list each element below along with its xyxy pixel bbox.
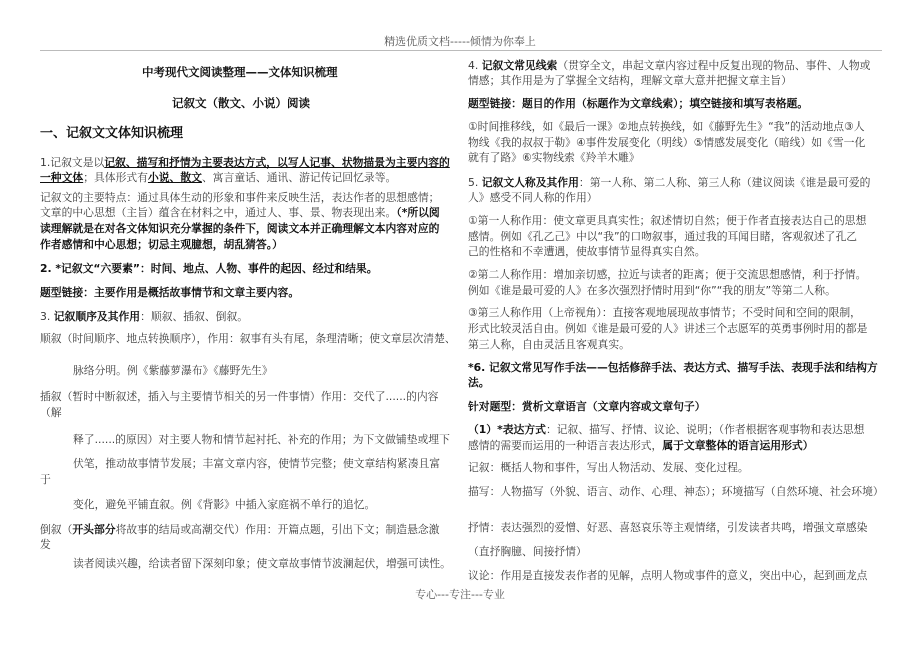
text-segment: 变化，避免平铺直叙。例《背影》中插入家庭祸不单行的追忆。 <box>73 498 376 511</box>
text-line <box>40 310 248 324</box>
text-line <box>468 74 792 88</box>
text-line <box>468 569 867 583</box>
text-line <box>40 538 51 552</box>
text-line <box>468 176 870 190</box>
text-line <box>468 151 640 165</box>
text-segment: 中考现代文阅读整理——文体知识梳理 <box>142 65 338 79</box>
text-segment: 、寓言童话、通讯、游记传记回忆录等。 <box>201 171 397 184</box>
text-segment: 脉络分明。例《紫藤萝瀑布》《藤野先生》 <box>73 364 273 377</box>
text-segment: 记叙顺序及其作用 <box>53 310 141 323</box>
text-segment: ①第一人称作用：使文章更具真实性；叙述情切自然；便于作者直接表达自己的思想 <box>468 214 867 227</box>
text-line <box>40 286 299 300</box>
text-line <box>40 206 440 220</box>
text-segment: 情感；其作用是为了掌握全文结构，理解文章大意并把握文章主旨） <box>468 74 792 87</box>
text-line <box>73 498 375 512</box>
text-segment: 读理解就是在对各文体知识充分掌握的条件下，阅读文本并正确理解文本内容对应的 <box>40 222 440 235</box>
text-segment: 插叙（暂时中断叙述，插入与主要情节相关的另一件事情）作用：交代了......的内容 <box>40 390 439 403</box>
text-segment: 描写：人物描写（外貌、语言、动作、心理、神态）；环境描写（自然环境、社会环境） <box>468 485 884 498</box>
text-segment: （解 <box>40 406 62 419</box>
text-line <box>40 473 51 487</box>
text-line <box>468 439 814 453</box>
text-segment: 释了......的原因）对主要人物和情节起衬托、补充的作用；为下文做铺垫或埋下 <box>73 433 450 446</box>
text-line <box>40 523 439 537</box>
text-line <box>73 433 450 447</box>
text-segment: 文章的中心思想（主旨）蕴含在材料之中，通过人、事、景、物表现出来。 <box>40 206 397 219</box>
text-line <box>468 136 865 150</box>
text-line <box>468 423 864 437</box>
text-line <box>468 461 749 475</box>
text-segment: ：第一人称、第二人称、第三人称（建议阅读《谁是最可爱的 <box>578 176 871 189</box>
text-segment: 物线《我的叔叔于勒》④事件发展变化（明线）⑤情感发展变化（暗线）如《雪一化 <box>468 136 866 149</box>
text-segment: 3. <box>40 310 54 323</box>
text-segment: 己的性格和不幸遭遇，使故事情节显得真实自然。 <box>468 245 706 258</box>
text-segment: ；具体形式有 <box>83 171 148 184</box>
text-segment: 感情。例如《孔乙己》中以“我”的口吻叙事，通过我的耳闻目睹，客观叙述了孔乙 <box>468 230 858 243</box>
text-line <box>40 191 439 205</box>
text-line <box>468 361 878 375</box>
text-line <box>468 376 490 390</box>
text-line <box>468 59 870 73</box>
text-line <box>468 521 867 535</box>
text-segment: 例如《谁是最可爱的人》在多次强烈抒情时用到“你”“我的朋友”等第二人称。 <box>468 284 836 297</box>
text-segment: 读者阅读兴趣，给读者留下深刻印象；使文章故事情节波澜起伏，增强可读性。 <box>73 557 451 570</box>
text-segment: 伏笔，推动故事情节发展；丰富文章内容，使情节完整；使文章结构紧凑且富 <box>73 457 441 470</box>
text-segment: 属于文章整体的语言运用形式） <box>662 439 814 452</box>
text-line <box>468 338 630 352</box>
text-line <box>468 120 865 134</box>
page-footer: 专心---专注---专业 <box>415 588 505 601</box>
text-segment: 议论：作用是直接发表作者的见解，点明人物或事件的意义，突出中心，起到画龙点 <box>468 569 868 582</box>
text-line <box>40 262 378 276</box>
text-line <box>468 400 706 414</box>
text-segment: 题型链接：主要作用是概括故事情节和文章主要内容。 <box>40 286 300 299</box>
text-segment: 顺叙（时间顺序、地点转换顺序），作用：叙事有头有尾，条理清晰；使文章层次清楚、 <box>40 332 456 345</box>
text-line <box>40 406 62 420</box>
text-segment: ②第二人称作用：增加亲切感，拉近与读者的距离；便于交流思想感情，利于抒情。 <box>468 268 867 281</box>
text-segment: 于 <box>40 473 51 486</box>
text-line <box>468 485 884 499</box>
text-segment: ：记叙、描写、抒情、议论、说明；（作者根据客观事物和表达思想 <box>545 423 865 436</box>
text-segment: （贯穿全文，串起文章内容过程中反复出现的物品、事件、人物或 <box>557 59 871 72</box>
text-segment: 记叙文的主要特点：通过具体生动的形象和事件来反映生活，表达作者的思想感情； <box>40 191 440 204</box>
text-line <box>468 214 866 228</box>
text-line <box>40 156 450 170</box>
text-segment: 发 <box>40 538 51 551</box>
text-segment: 记叙文常见线索 <box>481 59 558 72</box>
text-segment: ①时间推移线，如《最后一课》②地点转换线，如《藤野先生》“我”的活动地点③人 <box>468 120 865 133</box>
text-segment: 4. <box>468 59 482 72</box>
text-segment: （1）*表达方式 <box>468 423 546 436</box>
text-line <box>40 390 438 404</box>
text-segment: ：顺叙、插叙、倒叙。 <box>140 310 249 323</box>
text-line <box>468 191 598 205</box>
text-line <box>468 230 857 244</box>
text-segment: 记叙文（散文、小说）阅读 <box>172 96 310 110</box>
text-line <box>73 557 451 571</box>
text-segment: （*所以阅 <box>396 206 440 219</box>
text-line <box>468 97 808 111</box>
text-segment: 记叙：概括人物和事件，写出人物活动、发展、变化过程。 <box>468 461 749 474</box>
text-segment: 2. *记叙文“六要素”：时间、地点、人物、事件的起因、经过和结果。 <box>40 262 378 275</box>
text-line <box>468 268 866 282</box>
text-segment: ③第三人称作用（上帝视角）：直接客观地展现故事情节；不受时间和空间的限制， <box>468 306 861 319</box>
text-line <box>40 171 396 185</box>
text-segment: 作者感情和中心思想；切忌主观臆想，胡乱猜答。） <box>40 238 283 251</box>
page-header: 精选优质文档-----倾情为你奉上 <box>384 35 536 48</box>
text-segment: *6. 记叙文常见写作手法——包括修辞手法、表达方式、描写手法、表现手法和结构方 <box>468 361 878 374</box>
text-segment: 一、记叙文文体知识梳理 <box>40 126 184 141</box>
text-line <box>40 222 439 236</box>
text-line <box>40 238 283 252</box>
text-segment: 就有了路》⑥实物线索《羚羊木雕》 <box>468 151 640 164</box>
text-line <box>468 245 706 259</box>
text-segment: 开头部分 <box>72 523 116 536</box>
text-segment: （直抒胸臆、间接抒情） <box>468 545 587 558</box>
text-line <box>468 322 867 336</box>
text-segment: 5. <box>468 176 482 189</box>
text-segment: 记叙文人称及其作用 <box>481 176 579 189</box>
text-line <box>73 457 440 471</box>
text-segment: 将故事的结局或高潮交代）作用：开篇点题，引出下文；制造悬念激 <box>115 523 440 536</box>
text-line <box>40 127 183 141</box>
text-segment: 针对题型：赏析文章语言（文章内容或文章句子） <box>468 400 706 413</box>
text-line <box>73 364 273 378</box>
text-segment: 一种文体 <box>40 171 84 184</box>
text-line <box>468 545 587 559</box>
header-divider <box>40 50 882 51</box>
text-segment: 第三人称，自由灵活且客观真实。 <box>468 338 630 351</box>
text-segment: 小说、散文 <box>147 171 202 184</box>
text-line <box>142 65 338 79</box>
text-segment: 倒叙（ <box>40 523 73 536</box>
text-segment: 题型链接：题目的作用（标题作为文章线索）；填空链接和填写表格题。 <box>468 97 809 110</box>
text-segment: 1.记叙文是以 <box>40 156 105 169</box>
text-line <box>172 96 310 110</box>
text-line <box>468 284 836 298</box>
text-segment: 形式比较灵活自由。例如《谁是最可爱的人》讲述三个志愿军的英勇事例时用的都是 <box>468 322 868 335</box>
text-segment: 感情的需要而运用的一种语言表达形式， <box>468 439 663 452</box>
text-segment: 抒情：表达强烈的爱憎、好恶、喜怒哀乐等主观情绪，引发读者共鸣，增强文章感染 <box>468 521 868 534</box>
text-segment: 记叙、描写和抒情为主要表达方式，以写人记事、状物描景为主要内容的 <box>104 156 450 169</box>
text-segment: 法。 <box>468 376 490 389</box>
text-segment: 人》感受不同人称的作用） <box>468 191 598 204</box>
text-line <box>40 332 456 346</box>
text-line <box>468 306 861 320</box>
